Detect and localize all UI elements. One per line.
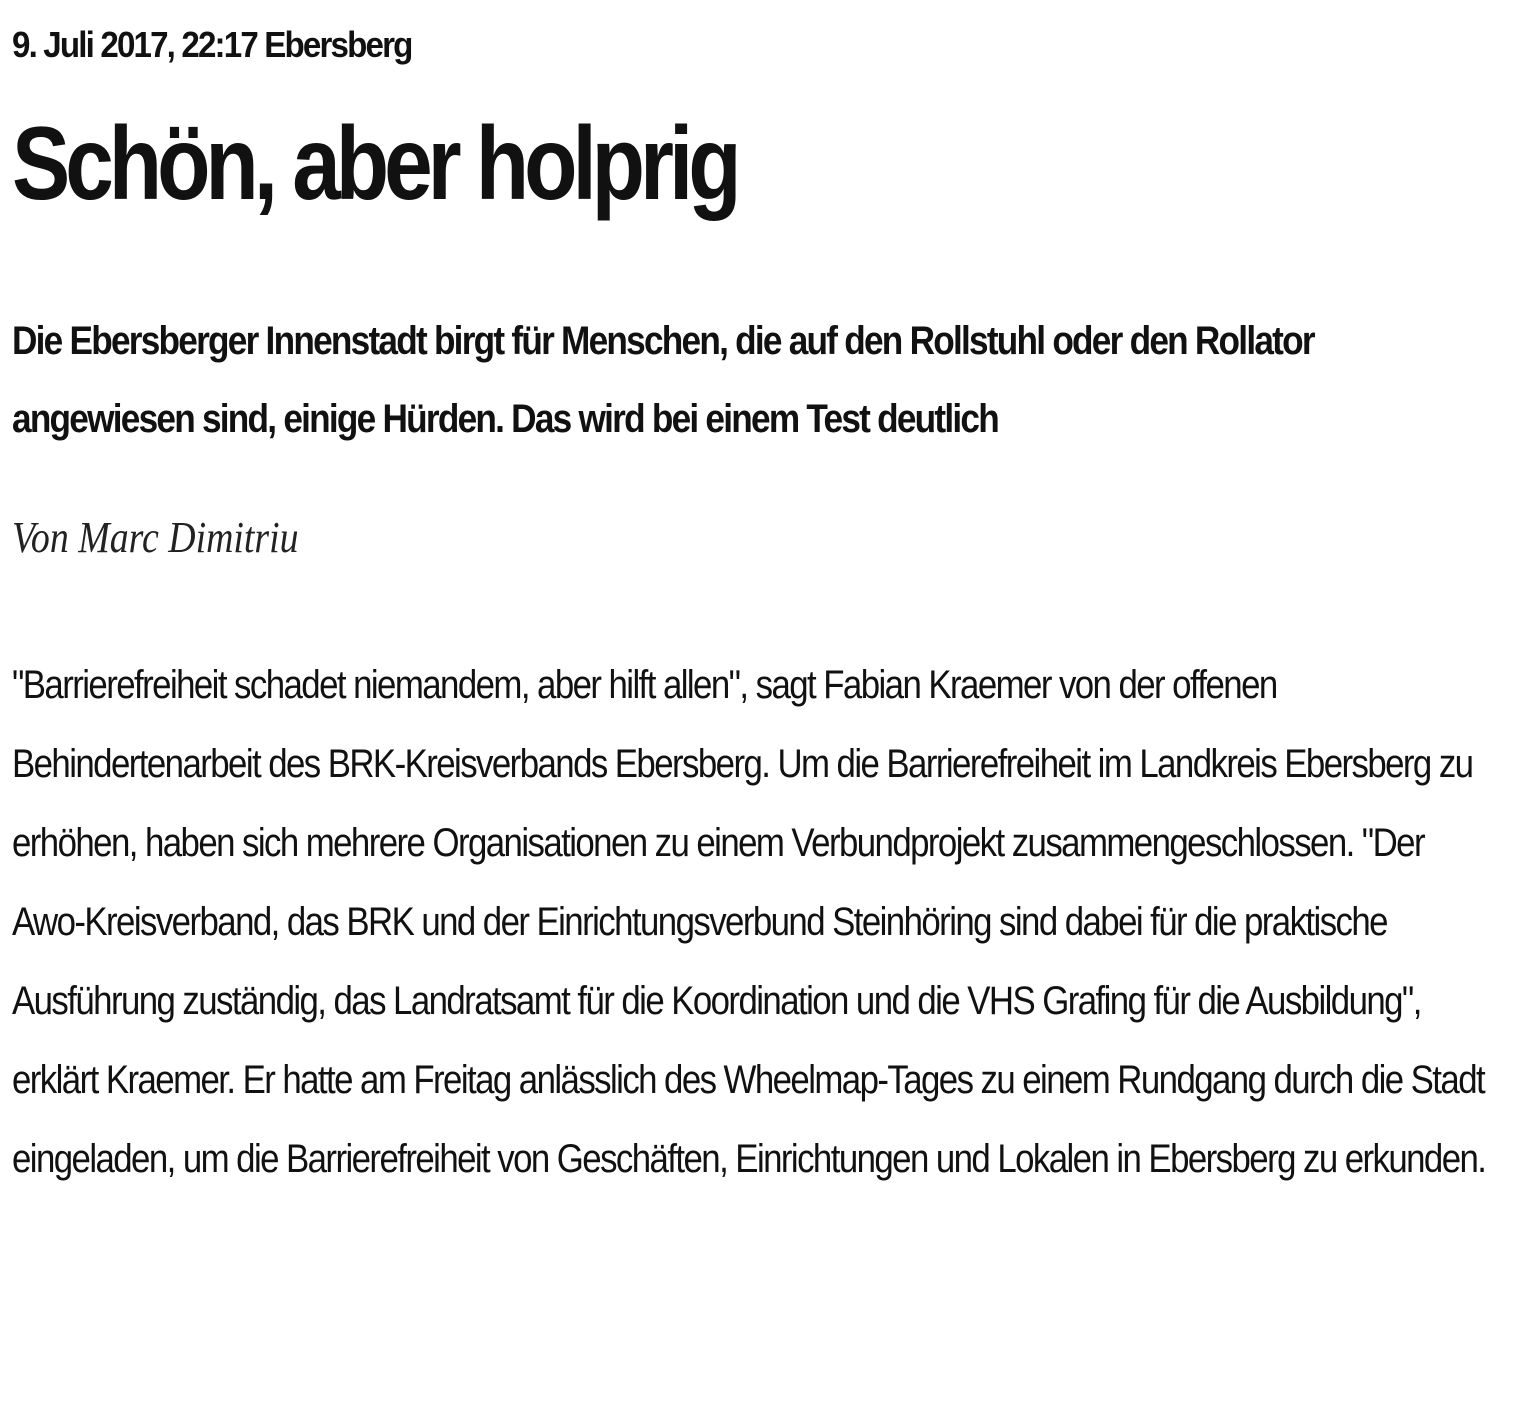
location-label: Ebersberg [264, 24, 412, 65]
body-paragraph: "Barrierefreiheit schadet niemandem, aber hilft allen", sagt Fabian Kraemer von der offenen Behindertenarbeit des BRK-Kreisverbands Ebersberg. Um die Barrierefreiheit im Landkreis Ebersberg zu erhöhen, haben sich mehrere Organisationen zu einem Verbundprojekt zusammengeschlossen. "Der Awo-Kreisverband, das BRK und der Einrichtungsverbund Steinhöring sind dabei für die praktische Ausführung zuständig, das Landratsamt für die Koordination und die VHS Grafing für die Ausbildung", erklärt Kraemer. Er hatte am Freitag anlässlich des Wheelmap-Tages zu einem Rundgang durch die Stadt eingeladen, um die Barrierefreiheit von Geschäften, Einrichtungen und Lokalen in Ebersberg zu erkunden. [12, 663, 1486, 1181]
headline: Schön, aber holprig [12, 106, 737, 222]
teaser: Die Ebersberger Innenstadt birgt für Menschen, die auf den Rollstuhl oder den Rollator angewiesen sind, einige Hürden. Das wird bei einem Test deutlich [12, 319, 1314, 441]
publish-date: 9. Juli 2017, 22:17 [12, 24, 257, 65]
article-meta [12, 22, 412, 68]
byline: Von Marc Dimitriu [12, 513, 299, 562]
